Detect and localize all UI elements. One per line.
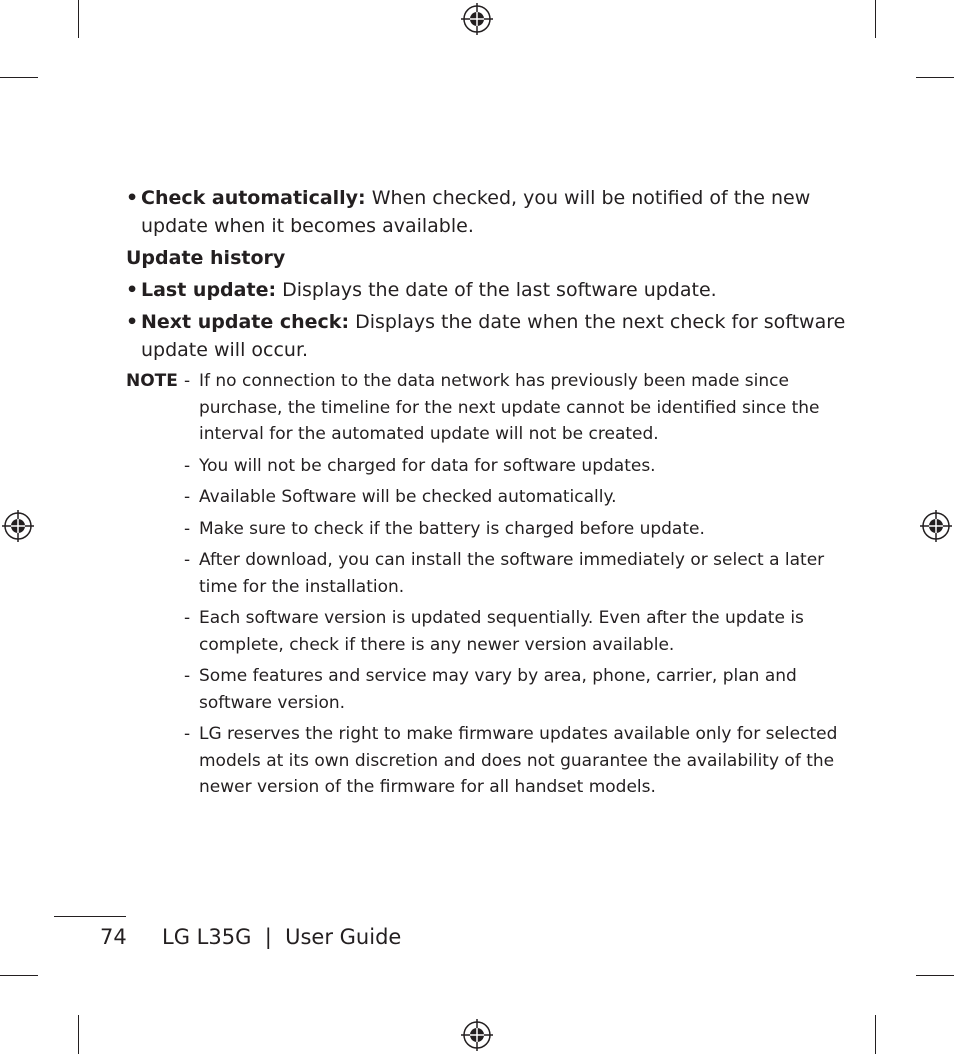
note-item — [126, 484, 846, 511]
note-text: Available Software will be checked automatically. — [199, 487, 617, 507]
note-item — [126, 721, 846, 801]
bullet-text: When checked, you will be notified of the new update when it becomes available. — [141, 187, 811, 237]
note-text: Some features and service may vary by area, phone, carrier, plan and software version. — [199, 666, 797, 713]
bullet-dot: • — [126, 311, 139, 333]
page-number: 74 — [100, 925, 127, 949]
dash: - — [184, 518, 191, 539]
page-content — [126, 184, 846, 801]
crop-mark — [0, 77, 38, 78]
bullet-text: Displays the date when the next check for software update will occur. — [141, 311, 846, 361]
note-item — [126, 605, 846, 658]
crop-mark — [78, 0, 79, 38]
registration-mark-icon — [2, 510, 34, 542]
bullet-check-automatically — [126, 184, 846, 240]
note-text: LG reserves the right to make firmware updates available only for selected models at its own discretion and does not guarantee the availability of the newer version of the firmware for all handset models. — [199, 724, 838, 797]
bullet-last-update — [126, 276, 846, 304]
note-item — [126, 663, 846, 716]
note-text: Each software version is updated sequentially. Even after the update is complete, check if there is any newer version available. — [199, 608, 804, 655]
bullet-label: Check automatically: — [141, 187, 366, 209]
note-text: If no connection to the data network has previously been made since purchase, the timeline for the next update cannot be identified since the interval for the automated update will not be created. — [199, 371, 820, 444]
registration-mark-icon — [920, 510, 952, 542]
dash: - — [184, 487, 191, 507]
bullet-dot: • — [126, 187, 139, 209]
footer-title: LG L35G | User Guide — [162, 925, 402, 949]
note-label: NOTE — [126, 371, 178, 391]
dash: - — [184, 455, 191, 476]
crop-mark — [916, 975, 954, 976]
crop-mark — [875, 1015, 876, 1054]
note-item — [126, 516, 846, 543]
crop-mark — [78, 1015, 79, 1054]
bullet-dot: • — [126, 279, 139, 301]
bullet-text: Displays the date of the last software update. — [276, 279, 717, 301]
crop-mark — [0, 975, 38, 976]
note-item — [126, 547, 846, 600]
note-first-item — [126, 368, 846, 448]
note-text: You will not be charged for data for software updates. — [199, 455, 656, 476]
dash: - — [184, 666, 191, 686]
dash: - — [184, 550, 191, 570]
footer-rule — [54, 916, 126, 917]
section-heading: Update history — [126, 247, 286, 269]
note-text: Make sure to check if the battery is charged before update. — [199, 518, 705, 539]
registration-mark-icon — [461, 1019, 493, 1051]
crop-mark — [875, 0, 876, 38]
bullet-label: Next update check: — [141, 311, 350, 333]
crop-mark — [916, 77, 954, 78]
dash: - — [184, 608, 191, 628]
bullet-next-update-check — [126, 308, 846, 364]
note-item — [126, 453, 846, 480]
dash: - — [184, 371, 191, 391]
note-text: After download, you can install the software immediately or select a later time for the installation. — [199, 550, 825, 597]
note-block — [126, 368, 846, 801]
bullet-label: Last update: — [141, 279, 277, 301]
dash: - — [184, 724, 191, 744]
registration-mark-icon — [461, 3, 493, 35]
